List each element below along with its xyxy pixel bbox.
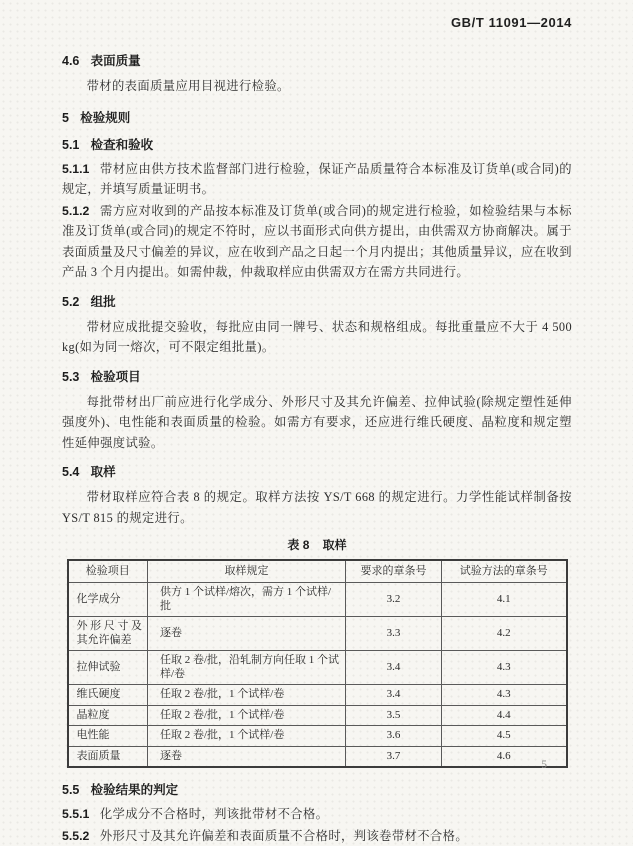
cell-method: 4.2: [442, 617, 567, 651]
section-title: 表面质量: [91, 54, 141, 68]
clause-text: 外形尺寸及其允许偏差和表面质量不合格时，判该卷带材不合格。: [100, 829, 468, 843]
section-title: 取样: [91, 465, 116, 479]
cell-rule: 任取 2 卷/批，沿轧制方向任取 1 个试样/卷: [148, 651, 346, 685]
cell-requirement: 3.6: [346, 726, 442, 747]
table-row-surface-quality: [68, 746, 567, 767]
section-heading-4-6: [62, 53, 572, 69]
cell-item: 表面质量: [68, 746, 148, 767]
cell-rule: 供方 1 个试样/熔次，需方 1 个试样/批: [148, 583, 346, 617]
cell-item: 晶粒度: [68, 705, 148, 726]
col-header-sampling-rule: 取样规定: [148, 560, 346, 583]
cell-item: 化学成分: [68, 583, 148, 617]
cell-method: 4.1: [442, 583, 567, 617]
cell-requirement: 3.4: [346, 651, 442, 685]
clause-text: 化学成分不合格时，判该批带材不合格。: [100, 807, 329, 821]
section-heading-5-3: [62, 369, 572, 385]
cell-item: 拉伸试验: [68, 651, 148, 685]
clause-number: 5.5.2: [62, 829, 89, 843]
section-heading-5-4: [62, 464, 572, 480]
col-header-test-method-clause: 试验方法的章条号: [442, 560, 567, 583]
clause-5-1-2: [62, 201, 572, 283]
cell-rule: 逐卷: [148, 617, 346, 651]
section-number: 5: [62, 111, 69, 125]
cell-rule: 任取 2 卷/批，1 个试样/卷: [148, 726, 346, 747]
cell-method: 4.4: [442, 705, 567, 726]
table-row-vickers-hardness: [68, 685, 567, 706]
table-8-caption: [62, 536, 572, 553]
cell-requirement: 3.7: [346, 746, 442, 767]
section-heading-5-5: [62, 782, 572, 798]
clause-text: 带材应由供方技术监督部门进行检验，保证产品质量符合本标准及订货单(或合同)的规定，并填写质量证明书。: [62, 162, 572, 197]
clause-number: 5.1.2: [62, 204, 89, 218]
cell-method: 4.3: [442, 651, 567, 685]
cell-item: 电性能: [68, 726, 148, 747]
section-title: 组批: [91, 295, 116, 309]
cell-method: 4.5: [442, 726, 567, 747]
clause-text: 需方应对收到的产品按本标准及订货单(或合同)的规定进行检验，如检验结果与本标准及订货单(或合同)的规定不符时，应以书面形式向供方提出，由供需双方协商解决。属于表面质量及尺寸偏差的异议，应在收到产品之日起一个月内提出；其他质量异议，应在收到产品 3 个月内提出。如需仲裁，仲裁取样应由供需双方在需方共同进行。: [62, 204, 572, 280]
section-number: 5.5: [62, 783, 79, 797]
section-heading-5-1: [62, 137, 572, 153]
table-row-tensile-test: [68, 651, 567, 685]
paragraph-5-2: 带材应成批提交验收，每批应由同一牌号、状态和规格组成。每批重量应不大于 4 500 kg(如为同一熔次，可不限定组批量)。: [62, 317, 572, 358]
section-title: 检验结果的判定: [91, 783, 179, 797]
section-title: 检查和验收: [91, 138, 154, 152]
cell-requirement: 3.5: [346, 705, 442, 726]
table-row-dimensions: [68, 617, 567, 651]
section-number: 5.3: [62, 370, 79, 384]
clause-5-5-1: [62, 804, 572, 825]
col-header-requirement-clause: 要求的章条号: [346, 560, 442, 583]
paragraph-5-4: 带材取样应符合表 8 的规定。取样方法按 YS/T 668 的规定进行。力学性能试样制备按 YS/T 815 的规定进行。: [62, 487, 572, 528]
clause-number: 5.5.1: [62, 807, 89, 821]
section-number: 5.1: [62, 138, 79, 152]
col-header-inspection-item: 检验项目: [68, 560, 148, 583]
cell-rule: 任取 2 卷/批，1 个试样/卷: [148, 685, 346, 706]
section-title: 检验项目: [91, 370, 141, 384]
table-row-grain-size: [68, 705, 567, 726]
section-number: 5.4: [62, 465, 79, 479]
paragraph-5-3: 每批带材出厂前应进行化学成分、外形尺寸及其允许偏差、拉伸试验(除规定塑性延伸强度外)、电性能和表面质量的检验。如需方有要求，还应进行维氏硬度、晶粒度和规定塑性延伸强度试验。: [62, 392, 572, 454]
page-number: 5: [541, 759, 547, 771]
standard-number-header: GB/T 11091—2014: [62, 15, 572, 29]
clause-5-1-1: [62, 159, 572, 200]
section-number: 4.6: [62, 54, 79, 68]
table-row-electrical-property: [68, 726, 567, 747]
section-heading-5: [62, 110, 572, 126]
table-row-chemical-composition: [68, 583, 567, 617]
cell-requirement: 3.2: [346, 583, 442, 617]
cell-rule: 逐卷: [148, 746, 346, 767]
section-title: 检验规则: [80, 111, 130, 125]
cell-item: 维氏硬度: [68, 685, 148, 706]
table-header-row: [68, 560, 567, 583]
cell-requirement: 3.3: [346, 617, 442, 651]
cell-method: 4.6: [442, 746, 567, 767]
clause-number: 5.1.1: [62, 162, 89, 176]
cell-method: 4.3: [442, 685, 567, 706]
cell-rule: 任取 2 卷/批，1 个试样/卷: [148, 705, 346, 726]
table-8-sampling: [67, 559, 568, 768]
table-label: 表 8: [287, 538, 309, 552]
section-number: 5.2: [62, 295, 79, 309]
section-heading-5-2: [62, 294, 572, 310]
table-caption-text: 取样: [323, 538, 347, 552]
clause-5-5-2: [62, 826, 572, 846]
cell-requirement: 3.4: [346, 685, 442, 706]
cell-item: 外形尺寸及其允许偏差: [68, 617, 148, 651]
paragraph-4-6: 带材的表面质量应用目视进行检验。: [62, 76, 572, 97]
